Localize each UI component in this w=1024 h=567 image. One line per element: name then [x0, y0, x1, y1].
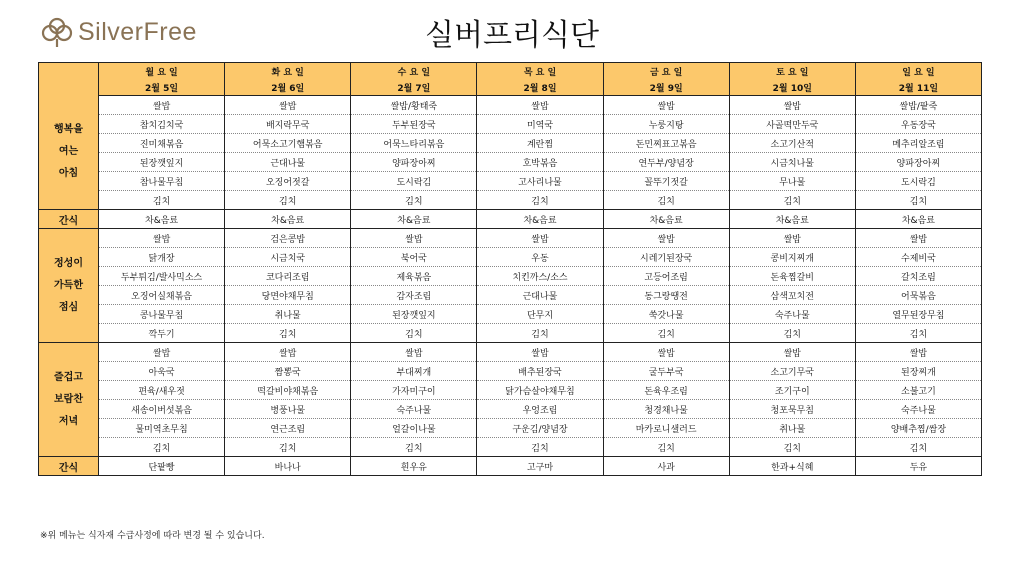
menu-item: 김치 — [99, 438, 225, 457]
snack-item: 차&음료 — [729, 210, 855, 229]
menu-item: 쌀밥 — [477, 229, 603, 248]
menu-item: 김치 — [477, 324, 603, 343]
menu-item: 김치 — [855, 438, 981, 457]
menu-item: 소고기무국 — [729, 362, 855, 381]
dinner-row — [39, 438, 982, 457]
menu-item: 편육/새우젓 — [99, 381, 225, 400]
menu-item: 김치 — [225, 438, 351, 457]
menu-item: 김치 — [477, 191, 603, 210]
menu-item: 쌀밥/팥죽 — [855, 96, 981, 115]
snack-item: 고구마 — [477, 457, 603, 476]
menu-item: 쌀밥 — [603, 229, 729, 248]
menu-item: 숙주나물 — [855, 400, 981, 419]
menu-item: 김치 — [603, 438, 729, 457]
menu-item: 우엉조림 — [477, 400, 603, 419]
snack-row — [39, 457, 982, 476]
menu-item: 무나물 — [729, 172, 855, 191]
day-name: 목 요 일 — [477, 63, 603, 80]
dinner-label-line: 저녁 — [58, 415, 79, 427]
menu-item: 떡갈비야채볶음 — [225, 381, 351, 400]
dinner-row — [39, 419, 982, 438]
breakfast-row — [39, 134, 982, 153]
menu-item: 김치 — [351, 324, 477, 343]
menu-item: 양파장아찌 — [351, 153, 477, 172]
menu-item: 검은콩밥 — [225, 229, 351, 248]
menu-item: 닭가슴살야채무침 — [477, 381, 603, 400]
menu-item: 콩비지찌개 — [729, 248, 855, 267]
page-title: 실버프리식단 — [425, 18, 599, 53]
menu-item: 김치 — [729, 438, 855, 457]
day-name: 일 요 일 — [855, 63, 981, 80]
menu-item: 호박볶음 — [477, 153, 603, 172]
snack-item: 사과 — [603, 457, 729, 476]
day-date: 2월 8일 — [477, 79, 603, 96]
breakfast-row — [39, 153, 982, 172]
menu-item: 콩나물무침 — [99, 305, 225, 324]
menu-item: 쑥갓나물 — [603, 305, 729, 324]
menu-item: 두부된장국 — [351, 115, 477, 134]
menu-item: 새송이버섯볶음 — [99, 400, 225, 419]
menu-item: 우동장국 — [855, 115, 981, 134]
menu-item: 쌀밥 — [477, 96, 603, 115]
menu-item: 배지락무국 — [225, 115, 351, 134]
menu-header — [39, 63, 982, 96]
menu-item: 김치 — [729, 324, 855, 343]
menu-item: 굴두부국 — [603, 362, 729, 381]
menu-item: 갈치조림 — [855, 267, 981, 286]
menu-item: 배추된장국 — [477, 362, 603, 381]
menu-item: 도시락김 — [351, 172, 477, 191]
snack-label: 간식 — [39, 457, 99, 476]
snack-item: 단팥빵 — [99, 457, 225, 476]
menu-item: 돈육우조림 — [603, 381, 729, 400]
menu-item: 제육볶음 — [351, 267, 477, 286]
menu-item: 청경채나물 — [603, 400, 729, 419]
breakfast-row — [39, 172, 982, 191]
day-name: 토 요 일 — [729, 63, 855, 80]
breakfast-row — [39, 96, 982, 115]
snack-item: 차&음료 — [477, 210, 603, 229]
menu-item: 김치 — [351, 191, 477, 210]
lunch-label-line: 점심 — [58, 301, 79, 313]
lunch-row — [39, 267, 982, 286]
dinner-label — [39, 343, 99, 457]
menu-item: 쌀밥 — [603, 96, 729, 115]
day-date: 2월 6일 — [225, 79, 351, 96]
menu-item: 김치 — [477, 438, 603, 457]
menu-item: 쌀밥/황태죽 — [351, 96, 477, 115]
menu-item: 얼갈이나물 — [351, 419, 477, 438]
menu-item: 된장깻잎지 — [351, 305, 477, 324]
menu-item: 오징어실채볶음 — [99, 286, 225, 305]
menu-item: 우동 — [477, 248, 603, 267]
menu-item: 수제비국 — [855, 248, 981, 267]
menu-item: 열무된장무침 — [855, 305, 981, 324]
lunch-label-line: 정성이 — [54, 257, 83, 269]
menu-item: 숙주나물 — [351, 400, 477, 419]
day-name: 금 요 일 — [603, 63, 729, 80]
day-date: 2월 5일 — [99, 79, 225, 96]
menu-item: 깍두기 — [99, 324, 225, 343]
menu-item: 북어국 — [351, 248, 477, 267]
menu-item: 숙주나물 — [729, 305, 855, 324]
breakfast-row — [39, 191, 982, 210]
day-name: 화 요 일 — [225, 63, 351, 80]
menu-item: 쌀밥 — [351, 343, 477, 362]
menu-item: 오징어젓갈 — [225, 172, 351, 191]
menu-item: 김치 — [603, 324, 729, 343]
dinner-row — [39, 400, 982, 419]
menu-item: 쌀밥 — [351, 229, 477, 248]
menu-item: 병풍나물 — [225, 400, 351, 419]
menu-item: 조기구이 — [729, 381, 855, 400]
dinner-row — [39, 343, 982, 362]
menu-item: 어묵느타리볶음 — [351, 134, 477, 153]
snack-label: 간식 — [39, 210, 99, 229]
menu-item: 시금치국 — [225, 248, 351, 267]
menu-item: 김치 — [603, 191, 729, 210]
menu-item: 돈육찜갈비 — [729, 267, 855, 286]
dinner-label-line: 즐겁고 — [54, 371, 83, 383]
menu-item: 쌀밥 — [729, 96, 855, 115]
menu-item: 두부튀김/발사믹소스 — [99, 267, 225, 286]
day-name: 수 요 일 — [351, 63, 477, 80]
menu-item: 소불고기 — [855, 381, 981, 400]
day-date: 2월 11일 — [855, 79, 981, 96]
menu-item: 마카로니샐러드 — [603, 419, 729, 438]
breakfast-label — [39, 96, 99, 210]
menu-item: 쌀밥 — [225, 96, 351, 115]
menu-item: 취나물 — [225, 305, 351, 324]
menu-item: 김치 — [351, 438, 477, 457]
menu-item: 양파장아찌 — [855, 153, 981, 172]
menu-item: 취나물 — [729, 419, 855, 438]
snack-item: 흰우유 — [351, 457, 477, 476]
header-corner — [39, 63, 99, 96]
menu-item: 쌀밥 — [855, 229, 981, 248]
menu-item: 된장찌개 — [855, 362, 981, 381]
snack-item: 차&음료 — [855, 210, 981, 229]
weekly-menu-table — [38, 62, 982, 476]
menu-item: 누룽지탕 — [603, 115, 729, 134]
menu-item: 쌀밥 — [603, 343, 729, 362]
menu-item: 코다리조림 — [225, 267, 351, 286]
day-date: 2월 9일 — [603, 79, 729, 96]
breakfast-label-line: 여는 — [58, 146, 79, 158]
snack-item: 한과+식혜 — [729, 457, 855, 476]
menu-item: 미역국 — [477, 115, 603, 134]
menu-item: 연두부/양념장 — [603, 153, 729, 172]
day-date: 2월 10일 — [729, 79, 855, 96]
lunch-label-line: 가득한 — [54, 279, 83, 291]
lunch-label — [39, 229, 99, 343]
menu-item: 진미채볶음 — [99, 134, 225, 153]
snack-item: 두유 — [855, 457, 981, 476]
menu-item: 쌀밥 — [99, 96, 225, 115]
lunch-row — [39, 229, 982, 248]
menu-item: 시레기된장국 — [603, 248, 729, 267]
breakfast-row — [39, 115, 982, 134]
day-name: 월 요 일 — [99, 63, 225, 80]
menu-item: 김치 — [855, 324, 981, 343]
menu-item: 가자미구이 — [351, 381, 477, 400]
menu-item: 단무지 — [477, 305, 603, 324]
menu-item: 쌀밥 — [477, 343, 603, 362]
menu-change-note: ※위 메뉴는 식자재 수급사정에 따라 변경 될 수 있습니다. — [40, 531, 265, 541]
menu-item: 된장깻잎지 — [99, 153, 225, 172]
snack-row — [39, 210, 982, 229]
menu-item: 김치 — [225, 324, 351, 343]
menu-item: 짬뽕국 — [225, 362, 351, 381]
menu-item: 청포묵무침 — [729, 400, 855, 419]
menu-item: 고등어조림 — [603, 267, 729, 286]
snack-item: 차&음료 — [99, 210, 225, 229]
menu-item: 도시락김 — [855, 172, 981, 191]
menu-item: 쌀밥 — [99, 229, 225, 248]
dinner-row — [39, 381, 982, 400]
menu-item: 근대나물 — [225, 153, 351, 172]
menu-item: 물미역초무침 — [99, 419, 225, 438]
menu-item: 연근조림 — [225, 419, 351, 438]
menu-item: 시금치나물 — [729, 153, 855, 172]
menu-item: 구운김/양념장 — [477, 419, 603, 438]
lunch-row — [39, 305, 982, 324]
menu-item: 김치 — [225, 191, 351, 210]
menu-item: 치킨까스/소스 — [477, 267, 603, 286]
menu-item: 양배추찜/쌈장 — [855, 419, 981, 438]
snack-item: 바나나 — [225, 457, 351, 476]
menu-item: 김치 — [99, 191, 225, 210]
menu-item: 김치 — [729, 191, 855, 210]
menu-body — [39, 96, 982, 476]
dinner-row — [39, 362, 982, 381]
menu-item: 삼색꼬치전 — [729, 286, 855, 305]
menu-item: 돈민찌표고볶음 — [603, 134, 729, 153]
snack-item: 차&음료 — [603, 210, 729, 229]
menu-item: 아욱국 — [99, 362, 225, 381]
snack-item: 차&음료 — [225, 210, 351, 229]
menu-item: 메추리알조림 — [855, 134, 981, 153]
breakfast-label-line: 아침 — [58, 168, 79, 180]
menu-item: 참치김치국 — [99, 115, 225, 134]
lunch-row — [39, 324, 982, 343]
menu-item: 고사리나물 — [477, 172, 603, 191]
menu-item: 감자조림 — [351, 286, 477, 305]
menu-item: 어묵볶음 — [855, 286, 981, 305]
menu-item: 어묵소고기햄볶음 — [225, 134, 351, 153]
menu-item: 사골떡만두국 — [729, 115, 855, 134]
brand-name: SilverFree — [78, 17, 197, 46]
lunch-row — [39, 286, 982, 305]
menu-item: 쌀밥 — [225, 343, 351, 362]
lunch-row — [39, 248, 982, 267]
menu-item: 근대나물 — [477, 286, 603, 305]
menu-item: 참나물무침 — [99, 172, 225, 191]
breakfast-label-line: 행복을 — [54, 124, 83, 136]
menu-item: 쌀밥 — [729, 229, 855, 248]
menu-item: 부대찌개 — [351, 362, 477, 381]
menu-item: 쌀밥 — [855, 343, 981, 362]
menu-item: 꼴뚜기젓갈 — [603, 172, 729, 191]
menu-item: 동그랑땡전 — [603, 286, 729, 305]
day-date: 2월 7일 — [351, 79, 477, 96]
menu-item: 닭개장 — [99, 248, 225, 267]
menu-item: 계란찜 — [477, 134, 603, 153]
menu-item: 당면야채무침 — [225, 286, 351, 305]
menu-item: 김치 — [855, 191, 981, 210]
dinner-label-line: 보람찬 — [54, 393, 83, 405]
snack-item: 차&음료 — [351, 210, 477, 229]
menu-item: 쌀밥 — [729, 343, 855, 362]
menu-item: 소고기산적 — [729, 134, 855, 153]
menu-item: 쌀밥 — [99, 343, 225, 362]
